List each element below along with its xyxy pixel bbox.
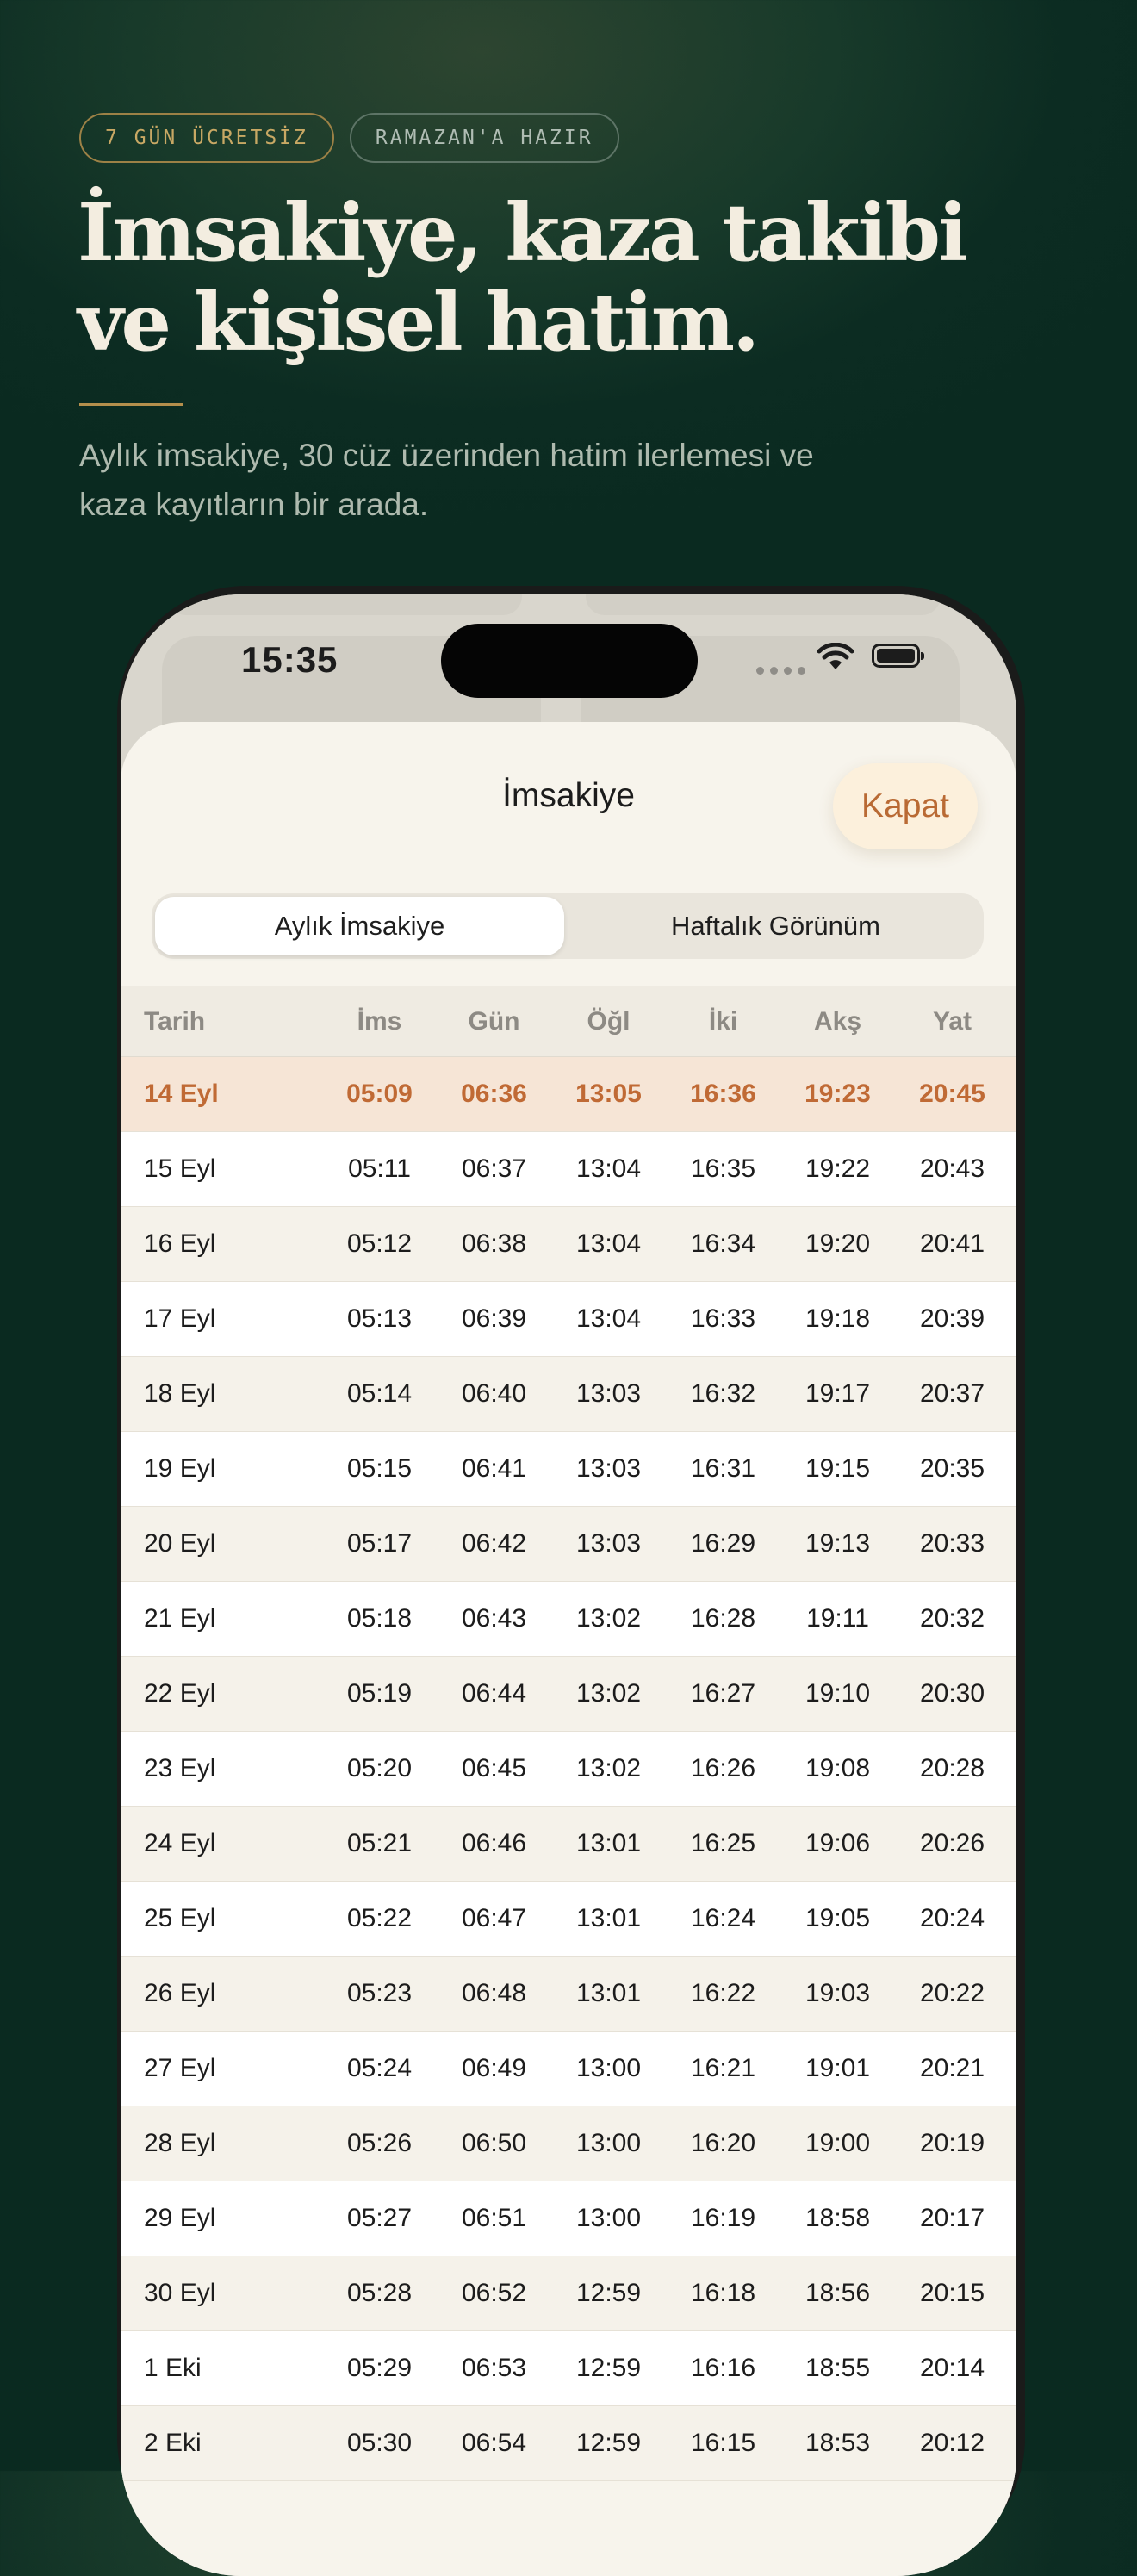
time-cell: 06:41	[461, 1454, 527, 1483]
time-cell: 20:41	[919, 1229, 985, 1258]
time-cell: 05:19	[346, 1679, 413, 1708]
table-row	[121, 1207, 1016, 1282]
time-cell: 06:40	[461, 1379, 527, 1408]
time-cell: 20:39	[919, 1304, 985, 1333]
time-cell: 06:46	[461, 1829, 527, 1857]
date-cell: 20 Eyl	[144, 1529, 216, 1558]
phone-screen	[121, 594, 1016, 2576]
imsakiye-sheet	[121, 722, 1016, 2576]
time-cell: 20:19	[919, 2129, 985, 2157]
time-cell: 16:33	[690, 1304, 756, 1333]
table-row	[121, 1732, 1016, 1807]
column-header: Akş	[813, 1006, 862, 1036]
table-row	[121, 2406, 1016, 2481]
sheet-title: İmsakiye	[502, 777, 635, 814]
date-cell: 23 Eyl	[144, 1754, 216, 1783]
time-cell: 19:23	[805, 1080, 871, 1108]
time-cell: 13:05	[575, 1080, 642, 1108]
time-cell: 05:11	[348, 1154, 411, 1183]
time-cell: 18:58	[805, 2204, 871, 2232]
time-cell: 16:28	[690, 1604, 756, 1633]
column-header: Yat	[932, 1006, 972, 1036]
time-cell: 06:42	[461, 1529, 527, 1558]
time-cell: 05:18	[346, 1604, 413, 1633]
time-cell: 20:24	[919, 1904, 985, 1932]
time-cell: 05:27	[346, 2204, 413, 2232]
time-cell: 18:56	[805, 2279, 871, 2307]
table-row	[121, 1132, 1016, 1207]
time-cell: 19:05	[805, 1904, 871, 1932]
table-body	[121, 1057, 1016, 2481]
time-cell: 19:11	[806, 1604, 869, 1633]
table-row	[121, 1657, 1016, 1732]
time-cell: 06:36	[461, 1080, 527, 1108]
date-cell: 21 Eyl	[144, 1604, 216, 1633]
time-cell: 13:03	[575, 1529, 642, 1558]
subtitle-line-1: Aylık imsakiye, 30 cüz üzerinden hatim ilerlemesi ve	[79, 438, 814, 473]
headline-line-2: ve kişisel hatim.	[78, 276, 758, 369]
table-row	[121, 2106, 1016, 2181]
time-cell: 19:18	[805, 1304, 871, 1333]
table-row	[121, 2256, 1016, 2331]
background-card	[167, 594, 522, 615]
time-cell: 06:53	[461, 2354, 527, 2382]
time-cell: 13:00	[575, 2204, 642, 2232]
time-cell: 13:00	[575, 2054, 642, 2082]
time-cell: 05:30	[346, 2429, 413, 2457]
subtitle-line-2: kaza kayıtların bir arada.	[79, 487, 429, 522]
time-cell: 16:35	[690, 1154, 756, 1183]
time-cell: 20:22	[919, 1979, 985, 2007]
date-cell: 24 Eyl	[144, 1829, 216, 1857]
time-cell: 19:00	[805, 2129, 871, 2157]
time-cell: 20:15	[919, 2279, 985, 2307]
tab-weekly[interactable]: Haftalık Görünüm	[671, 911, 880, 941]
time-cell: 20:43	[919, 1154, 985, 1183]
time-cell: 06:37	[461, 1154, 527, 1183]
time-cell: 19:22	[805, 1154, 871, 1183]
time-cell: 18:53	[805, 2429, 871, 2457]
date-cell: 28 Eyl	[144, 2129, 216, 2157]
column-header: Öğl	[587, 1006, 631, 1036]
time-cell: 20:26	[919, 1829, 985, 1857]
date-cell: 19 Eyl	[144, 1454, 216, 1483]
time-cell: 05:29	[346, 2354, 413, 2382]
time-cell: 05:21	[346, 1829, 413, 1857]
time-cell: 20:21	[919, 2054, 985, 2082]
time-cell: 13:04	[575, 1154, 642, 1183]
table-row	[121, 2032, 1016, 2106]
date-cell: 26 Eyl	[144, 1979, 216, 2007]
time-cell: 06:51	[461, 2204, 527, 2232]
time-cell: 16:15	[690, 2429, 756, 2457]
time-cell: 13:00	[575, 2129, 642, 2157]
table-row	[121, 1357, 1016, 1432]
dynamic-island	[441, 624, 698, 698]
time-cell: 19:13	[805, 1529, 871, 1558]
time-cell: 19:06	[805, 1829, 871, 1857]
time-cell: 06:49	[461, 2054, 527, 2082]
time-cell: 13:04	[575, 1229, 642, 1258]
time-cell: 19:08	[805, 1754, 871, 1783]
table-row	[121, 1807, 1016, 1882]
time-cell: 20:35	[919, 1454, 985, 1483]
date-cell: 14 Eyl	[144, 1080, 219, 1108]
time-cell: 06:47	[461, 1904, 527, 1932]
table-row	[121, 1507, 1016, 1582]
column-header: İki	[708, 1006, 738, 1036]
time-cell: 06:52	[461, 2279, 527, 2307]
time-cell: 13:02	[575, 1679, 642, 1708]
time-cell: 20:17	[919, 2204, 985, 2232]
table-row	[121, 2181, 1016, 2256]
table-row	[121, 2331, 1016, 2406]
time-cell: 05:13	[346, 1304, 413, 1333]
table-header	[121, 986, 1016, 1057]
time-cell: 18:55	[805, 2354, 871, 2382]
time-cell: 19:17	[805, 1379, 871, 1408]
time-cell: 13:02	[575, 1604, 642, 1633]
time-cell: 16:24	[690, 1904, 756, 1932]
time-cell: 06:45	[461, 1754, 527, 1783]
time-cell: 05:20	[346, 1754, 413, 1783]
time-cell: 13:03	[575, 1379, 642, 1408]
headline-divider	[79, 403, 183, 406]
table-row	[121, 1882, 1016, 1957]
time-cell: 05:24	[346, 2054, 413, 2082]
ramadan-ready-badge: RAMAZAN'A HAZIR	[350, 113, 619, 163]
background-card	[586, 594, 941, 615]
time-cell: 20:28	[919, 1754, 985, 1783]
time-cell: 06:48	[461, 1979, 527, 2007]
time-cell: 12:59	[575, 2429, 642, 2457]
time-cell: 19:20	[805, 1229, 871, 1258]
time-cell: 05:14	[346, 1379, 413, 1408]
time-cell: 16:25	[690, 1829, 756, 1857]
date-cell: 1 Eki	[144, 2354, 202, 2382]
time-cell: 06:50	[461, 2129, 527, 2157]
time-cell: 13:02	[575, 1754, 642, 1783]
table-row	[121, 1282, 1016, 1357]
time-cell: 16:34	[690, 1229, 756, 1258]
time-cell: 16:29	[690, 1529, 756, 1558]
tab-monthly[interactable]: Aylık İmsakiye	[155, 897, 564, 955]
time-cell: 19:15	[805, 1454, 871, 1483]
date-cell: 25 Eyl	[144, 1904, 216, 1932]
time-cell: 16:20	[690, 2129, 756, 2157]
time-cell: 20:37	[919, 1379, 985, 1408]
time-cell: 19:03	[805, 1979, 871, 2007]
time-cell: 16:21	[690, 2054, 756, 2082]
time-cell: 20:33	[919, 1529, 985, 1558]
badge-group	[79, 113, 619, 163]
time-cell: 20:14	[919, 2354, 985, 2382]
date-cell: 2 Eki	[144, 2429, 202, 2457]
time-cell: 13:04	[575, 1304, 642, 1333]
time-cell: 19:10	[805, 1679, 871, 1708]
time-cell: 06:43	[461, 1604, 527, 1633]
time-cell: 16:36	[690, 1080, 756, 1108]
view-segmented-control	[152, 893, 984, 959]
headline	[78, 188, 966, 367]
date-cell: 27 Eyl	[144, 2054, 216, 2082]
time-cell: 05:09	[346, 1080, 413, 1108]
headline-line-1: İmsakiye, kaza takibi	[78, 186, 966, 279]
date-cell: 29 Eyl	[144, 2204, 216, 2232]
time-cell: 12:59	[575, 2279, 642, 2307]
prayer-times-table	[121, 986, 1016, 2481]
time-cell: 05:12	[346, 1229, 413, 1258]
table-row-today	[121, 1057, 1016, 1132]
time-cell: 06:38	[461, 1229, 527, 1258]
date-cell: 16 Eyl	[144, 1229, 216, 1258]
time-cell: 06:54	[461, 2429, 527, 2457]
time-cell: 20:45	[919, 1080, 985, 1108]
time-cell: 13:03	[575, 1454, 642, 1483]
time-cell: 16:32	[690, 1379, 756, 1408]
time-cell: 16:31	[690, 1454, 756, 1483]
time-cell: 16:27	[690, 1679, 756, 1708]
time-cell: 16:22	[690, 1979, 756, 2007]
column-header: İms	[357, 1006, 402, 1036]
free-trial-badge: 7 GÜN ÜCRETSİZ	[79, 113, 334, 163]
status-time: 15:35	[241, 639, 339, 680]
date-cell: 15 Eyl	[144, 1154, 216, 1183]
time-cell: 06:39	[461, 1304, 527, 1333]
time-cell: 06:44	[461, 1679, 527, 1708]
time-cell: 05:22	[346, 1904, 413, 1932]
column-header: Tarih	[144, 1006, 206, 1036]
battery-icon	[872, 644, 920, 668]
close-button[interactable]: Kapat	[833, 763, 978, 849]
time-cell: 12:59	[575, 2354, 642, 2382]
date-cell: 18 Eyl	[144, 1379, 216, 1408]
time-cell: 05:17	[346, 1529, 413, 1558]
time-cell: 16:26	[690, 1754, 756, 1783]
time-cell: 20:12	[919, 2429, 985, 2457]
time-cell: 16:16	[690, 2354, 756, 2382]
table-row	[121, 1432, 1016, 1507]
time-cell: 13:01	[575, 1979, 642, 2007]
table-row	[121, 1957, 1016, 2032]
date-cell: 17 Eyl	[144, 1304, 216, 1333]
time-cell: 20:32	[919, 1604, 985, 1633]
table-row	[121, 1582, 1016, 1657]
time-cell: 05:15	[346, 1454, 413, 1483]
date-cell: 22 Eyl	[144, 1679, 216, 1708]
time-cell: 13:01	[575, 1904, 642, 1932]
time-cell: 05:26	[346, 2129, 413, 2157]
wifi-icon	[817, 643, 854, 670]
time-cell: 19:01	[805, 2054, 871, 2082]
date-cell: 30 Eyl	[144, 2279, 216, 2307]
time-cell: 05:28	[346, 2279, 413, 2307]
time-cell: 16:19	[690, 2204, 756, 2232]
time-cell: 20:30	[919, 1679, 985, 1708]
time-cell: 05:23	[346, 1979, 413, 2007]
column-header: Gün	[468, 1006, 520, 1036]
subtitle	[79, 431, 941, 529]
time-cell: 16:18	[690, 2279, 756, 2307]
cellular-signal-icon	[756, 667, 805, 675]
time-cell: 13:01	[575, 1829, 642, 1857]
